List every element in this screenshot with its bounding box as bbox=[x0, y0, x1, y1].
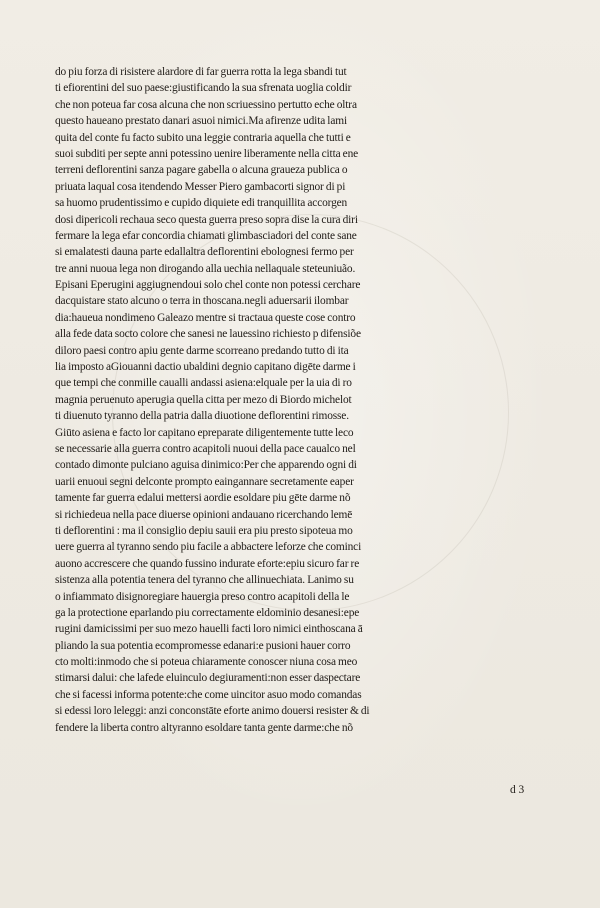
text-line: auono accrescere che quando fussino indurate eforte:epiu sicuro far re bbox=[55, 557, 360, 570]
text-line: magnia peruenuto aperugia quella citta per mezo di Biordo michelot bbox=[55, 393, 352, 406]
text-line: ti diuenuto tyranno della patria dalla diuotione deflorentini rimosse. bbox=[55, 410, 349, 423]
text-line: o infiammato disignoregiare hauergia preso contro acapitoli della le bbox=[55, 590, 350, 603]
text-line: si emalatesti dauna parte edallaltra deflorentini ebolognesi fermo per bbox=[55, 246, 354, 259]
text-line: dia:haueua nondimeno Galeazo mentre si tractaua queste cose contro bbox=[55, 311, 356, 324]
text-line: fermare la lega efar concordia chiamati glimbasciadori del conte sane bbox=[55, 229, 357, 242]
text-line: lia imposto aGiouanni dactio ubaldini degnio capitano digēte darme i bbox=[55, 361, 356, 374]
text-line: ga la protectione eparlando piu correctamente eldominio desanesi:epe bbox=[55, 606, 360, 619]
text-line: diloro paesi contro apiu gente darme scorreano predando tutto di ita bbox=[55, 344, 349, 357]
text-line: uere guerra al tyranno sendo piu facile a abbactere leforze che cominci bbox=[55, 541, 362, 554]
text-line: Episani Eperugini aggiugnendoui solo chel conte non potessi cerchare bbox=[55, 279, 361, 292]
text-line: si edessi loro leleggi: anzi conconstāte eforte animo douersi resister & di bbox=[55, 705, 370, 718]
printed-text-block bbox=[55, 64, 535, 736]
text-line: uarii enuoui segni delconte prompto eaingannare secretamente eaper bbox=[55, 475, 354, 488]
text-line: tre anni nuoua lega non dirogando alla uechia nellaquale steteuniuão. bbox=[55, 262, 356, 275]
text-line: fendere la liberta contro altyranno esoldare tanta gente darme:che nõ bbox=[55, 721, 353, 734]
text-line: stimarsi dalui: che lafede eluinculo degiuramenti:non esser daspectare bbox=[55, 672, 361, 685]
text-line: rugini damicissimi per suo mezo hauelli facti loro nimici einthoscana ā bbox=[55, 623, 363, 636]
text-line: se necessarie alla guerra contro acapitoli nuoui della pace caualco nel bbox=[55, 442, 356, 455]
text-line: si richiedeua nella pace diuerse opinioni andauano ricerchando lemē bbox=[55, 508, 353, 521]
text-line: terreni deflorentini sanza pagare gabella o alcuna graueza publica o bbox=[55, 164, 348, 177]
text-line: alla fede data socto colore che sanesi ne lauessino richiesto p difensiõe bbox=[55, 328, 361, 341]
text-line: pliando la sua potentia ecompromesse edanari:e pusioni hauer corro bbox=[55, 639, 351, 652]
text-line: dacquistare stato alcuno o terra in thoscana.negli aduersarii ilombar bbox=[55, 295, 349, 308]
text-line: que tempi che conmille caualli andassi asiena:elquale per la uia di ro bbox=[55, 377, 352, 390]
text-line: dosi dipericoli rechaua seco questa guerra preso sopra dise la cura diri bbox=[55, 213, 358, 226]
text-line: ti deflorentini : ma il consiglio depiu sauii era piu presto sipoteua mo bbox=[55, 524, 353, 537]
text-line: Giūto asiena e facto lor capitano epreparate diligentemente tutte leco bbox=[55, 426, 354, 439]
text-line: ti efiorentini del suo paese:giustificando la sua sfrenata uoglia coldir bbox=[55, 82, 352, 95]
text-line: tamente far guerra edalui mettersi aordie esoldare piu gēte darme nõ bbox=[55, 492, 351, 505]
text-line: questo haueano prestato danari asuoi nimici.Ma afirenze udita lami bbox=[55, 115, 347, 128]
text-line: suoi subditi per septe anni potessino uenire liberamente nella citta ene bbox=[55, 147, 359, 160]
signature-mark: d 3 bbox=[510, 784, 525, 796]
text-line: che si facessi informa potente:che come uincitor asuo modo comandas bbox=[55, 688, 362, 701]
text-line: che non poteua far cosa alcuna che non scriuessino pertutto eche oltra bbox=[55, 98, 357, 111]
text-line: cto molti:inmodo che si poteua chiaramente conoscer niuna cosa meo bbox=[55, 656, 358, 669]
text-line: quita del conte fu facto subito una leggie contraria aquella che tutti e bbox=[55, 131, 351, 144]
text-line: contado dimonte pulciano aguisa dinimico:Per che apparendo ogni di bbox=[55, 459, 357, 472]
text-line: sistenza alla potentia tenera del tyranno che allinuechiata. Lanimo su bbox=[55, 574, 354, 587]
text-line: sa huomo prudentissimo e cupido diquiete edi tranquillita accorgen bbox=[55, 197, 348, 210]
text-line: priuata laqual cosa itendendo Messer Piero gambacorti signor di pi bbox=[55, 180, 346, 193]
text-line: do piu forza di risistere alardore di far guerra rotta la lega sbandi tut bbox=[55, 66, 347, 78]
